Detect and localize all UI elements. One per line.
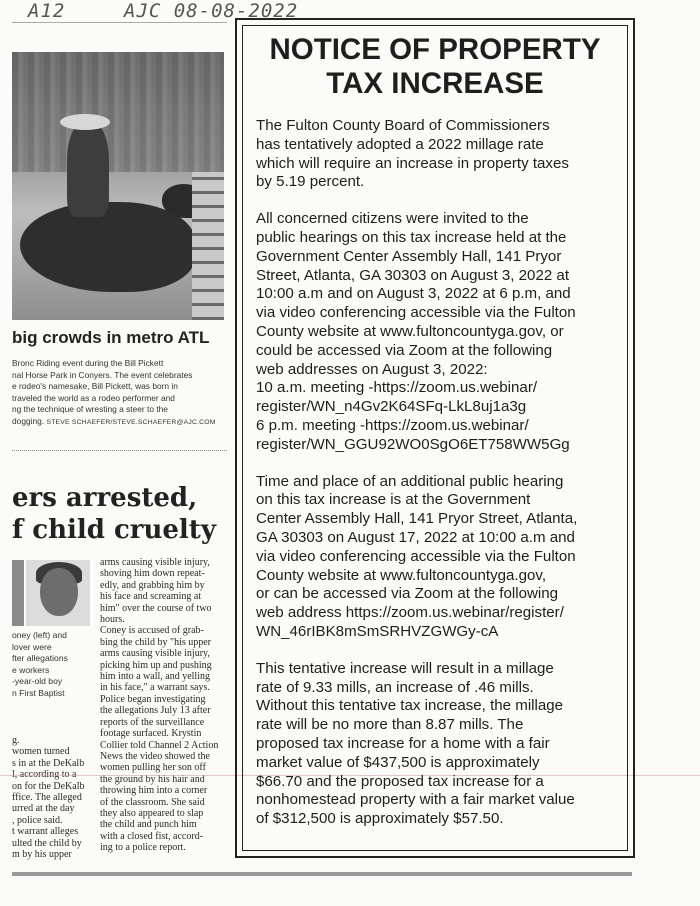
- photo-caption: [12, 358, 227, 429]
- notice-line: web address https://zoom.us.webinar/register/: [256, 604, 564, 622]
- notice-line: 10:00 a.m and on August 3, 2022 at 6 p.m, and: [256, 285, 571, 303]
- story-line: bing the child by "his upper: [100, 636, 212, 648]
- caption-line: Bronc Riding event during the Bill Pickett: [12, 358, 164, 368]
- notice-line: public hearings on this tax increase held at the: [256, 228, 567, 246]
- portrait-caption: [12, 630, 92, 700]
- header-rule: [12, 22, 227, 23]
- notice-line: on this tax increase is at the Government: [256, 491, 531, 509]
- face-graphic: [40, 568, 78, 616]
- caption-line: [12, 416, 227, 429]
- story-line: on for the DeKalb: [12, 780, 85, 792]
- cropped-portrait: [12, 560, 24, 626]
- notice-title-line: NOTICE OF PROPERTY: [269, 33, 601, 66]
- horse-graphic: [20, 202, 195, 292]
- story-line: shoving him down repeat-: [100, 568, 205, 580]
- caption-line: n First Baptist: [12, 687, 65, 698]
- notice-line: GA 30303 on August 17, 2022 at 10:00 a.m and: [256, 528, 575, 546]
- story-line: him" over the course of two: [100, 602, 212, 614]
- story-line: m by his upper: [12, 849, 72, 861]
- notice-paragraph: [256, 660, 631, 829]
- story-line: the child and punch him: [100, 819, 197, 831]
- story-line: Police began investigating: [100, 693, 206, 705]
- story-line: arms causing visible injury,: [100, 557, 210, 568]
- dateline: AJC 08-08-2022: [124, 0, 299, 22]
- notice-title-line: TAX INCREASE: [326, 67, 544, 100]
- story-line: g.: [12, 735, 20, 746]
- story-column-b: [100, 557, 226, 854]
- caption-line: -year-old boy: [12, 676, 63, 687]
- notice-line: Time and place of an additional public hearing: [256, 472, 564, 490]
- notice-line: proposed tax increase for a home with a fair: [256, 734, 550, 752]
- notice-line: rate of 9.33 mills, an increase of .46 mills.: [256, 678, 534, 696]
- page-number: A12: [28, 0, 66, 22]
- story-line: throwing him into a corner: [100, 785, 208, 797]
- notice-paragraph: [256, 117, 631, 192]
- notice-line: County website at www.fultoncountyga.gov,: [256, 566, 547, 584]
- notice-line: of $312,500 is approximately $57.50.: [256, 810, 504, 828]
- rider-graphic: [67, 122, 109, 217]
- headline-line: ers arrested,: [12, 483, 198, 513]
- story-line: him into a wall, and yelling: [100, 671, 210, 683]
- story-line: in his face," a warrant says.: [100, 682, 210, 694]
- notice-line: The Fulton County Board of Commissioners: [256, 117, 550, 134]
- story-line: of the classroom. She said: [100, 796, 205, 808]
- headline-line: f child cruelty: [12, 515, 216, 545]
- story-line: picking him up and pushing: [100, 659, 212, 671]
- caption-line: oney (left) and: [12, 630, 67, 640]
- notice-line: 6 p.m. meeting -https://zoom.us.webinar/: [256, 416, 529, 434]
- story-line: the allegations July 13 after: [100, 705, 211, 717]
- story-line: urred at the day: [12, 803, 75, 815]
- story-column-a: [12, 735, 96, 860]
- fence-graphic: [192, 172, 224, 320]
- photo-caption-headline: big crowds in metro ATL: [12, 328, 210, 347]
- story-line: with a closed fist, accord-: [100, 830, 204, 842]
- notice-line: Without this tentative tax increase, the millage: [256, 697, 564, 715]
- notice-line: County website at www.fultoncountyga.gov, or: [256, 322, 564, 340]
- crowd-graphic: [12, 52, 224, 172]
- caption-line: nal Horse Park in Conyers. The event celebrates: [12, 369, 193, 380]
- caption-line: e workers: [12, 664, 50, 675]
- notice-line: has tentatively adopted a 2022 millage rate: [256, 135, 544, 153]
- notice-line: Government Center Assembly Hall, 141 Pryor: [256, 247, 562, 265]
- notice-line: WN_46rIBK8mSmSRHVZGWGy-cA: [256, 622, 499, 640]
- notice-paragraph: [256, 210, 631, 454]
- notice-line: register/WN_n4Gv2K64SFq-LkL8uj1a3g: [256, 398, 527, 416]
- caption-line: ng the technique of wresting a steer to the: [12, 404, 168, 415]
- story-line: News the video showed the: [100, 750, 210, 762]
- notice-line: which will require an increase in property taxes: [256, 154, 569, 172]
- notice-line: or can be accessed via Zoom at the following: [256, 585, 559, 603]
- notice-line: Street, Atlanta, GA 30303 on August 3, 2022 at: [256, 266, 570, 284]
- notice-line: This tentative increase will result in a millage: [256, 659, 554, 677]
- notice-line: Center Assembly Hall, 141 Pryor Street, Atlanta,: [256, 510, 578, 528]
- story-line: ulted the child by: [12, 837, 82, 849]
- notice-line: 10 a.m. meeting -https://zoom.us.webinar/: [256, 379, 538, 397]
- caption-line-text: dogging.: [12, 415, 45, 426]
- notice-line: web addresses on August 3, 2022:: [256, 360, 488, 378]
- story-line: edly, and grabbing him by: [100, 579, 205, 591]
- notice-line: could be accessed via Zoom at the following: [256, 341, 553, 359]
- notice-paragraph: [256, 473, 631, 642]
- story-line: reports of the surveillance: [100, 716, 205, 728]
- story-line: ing to a police report.: [100, 842, 186, 854]
- caption-line: fter allegations: [12, 653, 68, 664]
- notice-line: $66.70 and the proposed tax increase for a: [256, 772, 544, 790]
- hat-graphic: [60, 114, 110, 130]
- notice-line: nonhomestead property with a fair market value: [256, 791, 575, 809]
- child-portrait: [26, 560, 90, 626]
- notice-body: [256, 117, 631, 847]
- story-line: the ground by his hair and: [100, 773, 205, 785]
- story-line: , police said.: [12, 814, 63, 826]
- story-line: they also appeared to slap: [100, 807, 204, 819]
- story-line: women pulling her son off: [100, 762, 206, 774]
- notice-line: All concerned citizens were invited to the: [256, 210, 529, 228]
- caption-line: lover were: [12, 641, 52, 652]
- story-line: s in at the DeKalb: [12, 757, 85, 769]
- story-line: women turned: [12, 746, 70, 758]
- story-line: arms causing visible injury,: [100, 648, 210, 660]
- story-headline: [12, 482, 227, 546]
- section-divider: [12, 450, 227, 451]
- bottom-rule: [12, 872, 632, 876]
- notice-line: via video conferencing accessible via the Fulton: [256, 547, 576, 565]
- notice-title: [242, 33, 628, 101]
- caption-line: e rodeo's namesake, Bill Pickett, was born in: [12, 381, 178, 392]
- story-line: l, according to a: [12, 769, 77, 781]
- caption-line: traveled the world as a rodeo performer and: [12, 392, 175, 403]
- notice-line: register/WN_GGU92WO0SgO6ET758WW5Gg: [256, 435, 570, 453]
- notice-line: via video conferencing accessible via the Fulton: [256, 304, 576, 322]
- story-line: t warrant alleges: [12, 826, 79, 838]
- story-line: footage surfaced. Krystin: [100, 728, 202, 740]
- story-line: his face and screaming at: [100, 591, 202, 603]
- story-line: hours.: [100, 614, 125, 626]
- notice-line: rate will be no more than 8.87 mills. The: [256, 716, 524, 734]
- story-line: ffice. The alleged: [12, 792, 82, 804]
- story-line: Collier told Channel 2 Action: [100, 739, 219, 751]
- notice-line: market value of $437,500 is approximately: [256, 753, 540, 771]
- rodeo-photo: [12, 52, 224, 320]
- notice-line: by 5.19 percent.: [256, 173, 365, 191]
- story-line: Coney is accused of grab-: [100, 625, 204, 637]
- photo-credit: STEVE SCHAEFER/STEVE.SCHAEFER@AJC.COM: [46, 418, 216, 426]
